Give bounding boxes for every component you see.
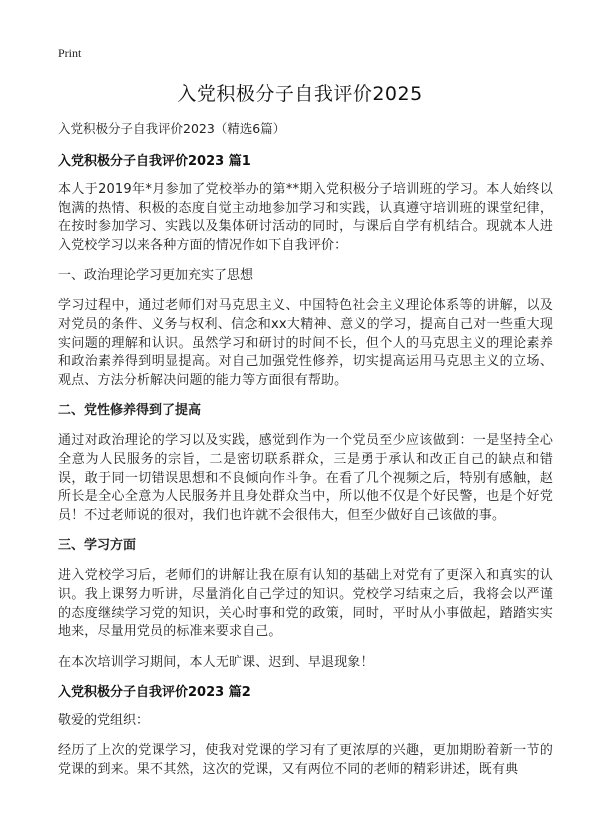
salutation: 敬爱的党组织： xyxy=(58,713,150,729)
article-section-2 xyxy=(58,684,553,779)
sub-heading: 二、党性修养得到了提高 xyxy=(58,403,202,419)
article-subtitle: 入党积极分子自我评价2023（精选6篇） xyxy=(58,121,286,136)
paragraph: 进入党校学习后，老师们的讲解让我在原有认知的基础上对党有了更深入和真实的认识。我上课努力听讲，尽量消化自己学过的知识。党校学习结束之后，我将会以严谨的态度继续学习党的知识，关心时事和党的政策，同时，平时从小事做起，踏踏实实地来，尽量用党员的标准来要求自己。 xyxy=(58,568,553,640)
paragraph: 学习过程中，通过老师们对马克思主义、中国特色社会主义理论体系等的讲解，以及对党员的条件、义务与权利、信念和xx大精神、意义的学习，提高自己对一些重大现实问题的理解和认识。虽然学习和研讨的时间不长，但个人的马克思主义的理论素养和政治素养得到明显提高。对自己加强党性修养，切实提高运用马克思主义的立场、观点、方法分析解决问题的能力等方面很有帮助。 xyxy=(58,298,553,388)
paragraph: 经历了上次的党课学习，使我对党课的学习有了更浓厚的兴趣，更加期盼着新一节的党课的到来。果不其然，这次的党课，又有两位不同的老师的精彩讲述，既有典 xyxy=(58,743,553,777)
section-heading: 入党积极分子自我评价2023 篇2 xyxy=(58,685,251,701)
print-link[interactable]: Print xyxy=(58,46,82,60)
page-title: 入党积极分子自我评价2025 xyxy=(177,83,423,105)
sub-heading: 一、政治理论学习更加充实了思想 xyxy=(58,268,254,284)
paragraph: 在本次培训学习期间，本人无旷课、迟到、早退现象！ xyxy=(58,654,374,670)
article-body xyxy=(58,120,553,791)
article-section-1 xyxy=(58,153,553,672)
sub-heading: 三、学习方面 xyxy=(58,538,137,554)
section-heading: 入党积极分子自我评价2023 篇1 xyxy=(58,154,251,169)
paragraph: 通过对政治理论的学习以及实践，感觉到作为一个党员至少应该做到：一是坚持全心全意为人民服务的宗旨，二是密切联系群众，三是勇于承认和改正自己的缺点和错误，敢于同一切错误思想和不良倾向作斗争。在看了几个视频之后，特别有感触，赵所长是全心全意为人民服务并且身处群众当中，所以他不仅是个好民警，也是个好党员！不过老师说的很对，我们也许就不会很伟大，但至少做好自己该做的事。 xyxy=(58,433,553,523)
paragraph: 本人于2019年*月参加了党校举办的第**期入党积极分子培训班的学习。本人始终以饱满的热情、积极的态度自觉主动地参加学习和实践，认真遵守培训班的课堂纪律，在按时参加学习、实践以及集体研讨活动的同时，与课后自学有机结合。现就本人进入党校学习以来各种方面的情况作如下自我评价： xyxy=(58,182,553,253)
